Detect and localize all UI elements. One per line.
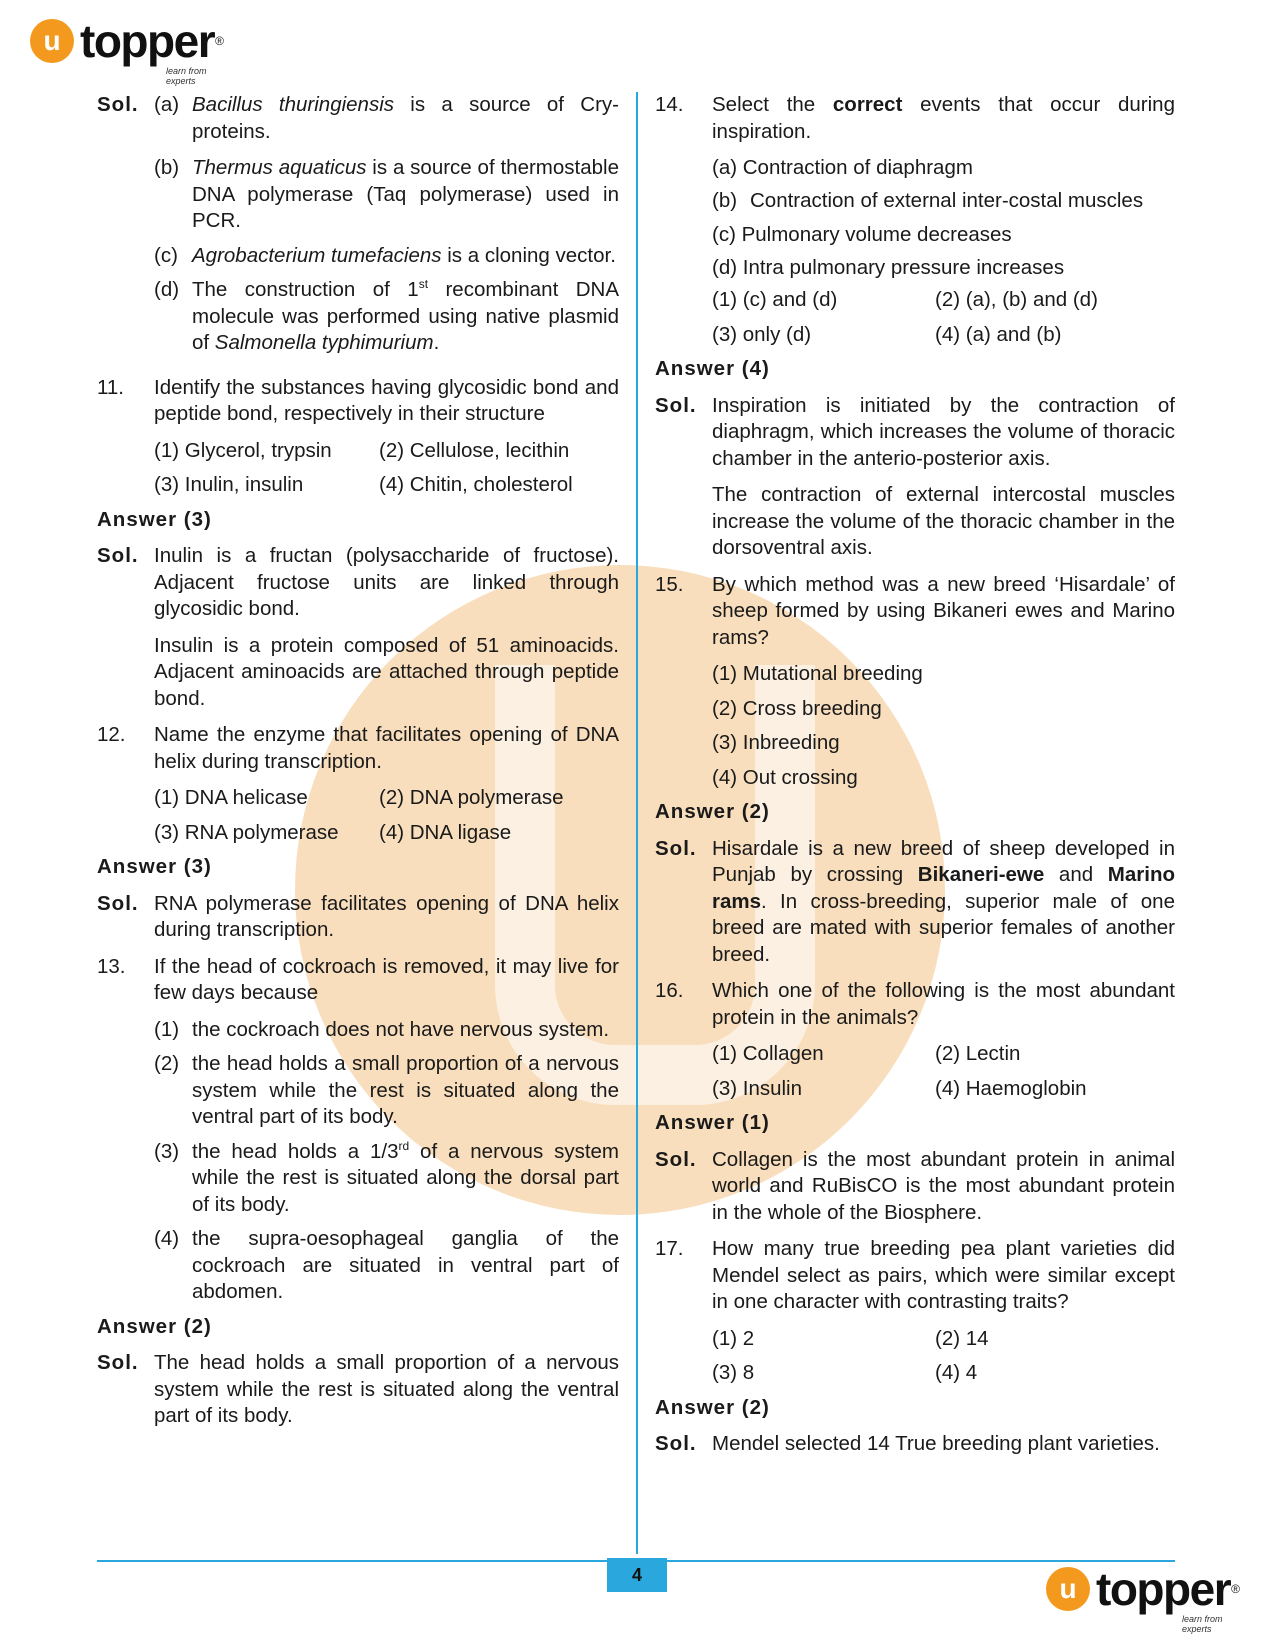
statement-text: Contraction of external inter-costal muscles xyxy=(750,188,1144,212)
question-number: 14. xyxy=(655,93,684,116)
option: (4) Haemoglobin xyxy=(935,1076,1087,1100)
sol-text: and xyxy=(1044,863,1108,886)
solution-q12 xyxy=(97,891,619,944)
question-16 xyxy=(655,978,1175,1031)
solution-q15 xyxy=(655,836,1175,969)
question-17 xyxy=(655,1236,1175,1316)
sol10-b xyxy=(154,155,619,235)
option-text: the head holds a small proportion of a nervous system while the rest is situated along the ventral part of its body. xyxy=(192,1052,619,1128)
option xyxy=(154,1017,619,1044)
topper-logo-icon: u xyxy=(30,19,74,63)
option xyxy=(154,1226,619,1306)
question-13 xyxy=(97,954,619,1007)
sol-label: Sol. xyxy=(655,1147,697,1171)
sol-text: recombinant DNA molecule was performed using native plasmid of xyxy=(192,278,620,354)
question-15 xyxy=(655,572,1175,652)
options-q11 xyxy=(154,438,619,499)
sol-text: . xyxy=(433,331,440,354)
sol-emphasis: Marino rams xyxy=(712,863,1175,913)
option: (4) 4 xyxy=(935,1361,978,1384)
solution-q11 xyxy=(97,543,619,623)
option: (2) Cellulose, lecithin xyxy=(379,438,570,462)
sol-label: Sol. xyxy=(97,891,139,915)
question-text: By which method was a new breed ‘Hisardale’ of sheep formed by using Bikaneri ewes and Marino rams? xyxy=(712,572,1175,649)
option-tag: (a) xyxy=(154,93,180,116)
sol-label: Sol. xyxy=(655,1432,697,1455)
statement: (a) Contraction of diaphragm xyxy=(712,156,973,179)
option: (3) Inbreeding xyxy=(712,731,840,754)
topper-logo-text: topper xyxy=(80,15,215,67)
statement xyxy=(712,188,1175,215)
logo-tagline: learn from experts xyxy=(166,66,207,86)
left-column xyxy=(97,92,619,1440)
statement: (d) Intra pulmonary pressure increases xyxy=(712,255,1065,279)
option: (3) Inulin, insulin xyxy=(154,473,304,496)
sol-text: The contraction of external intercostal muscles increase the volume of the thoracic chamber in the dorsoventral axis. xyxy=(712,483,1175,559)
option: (1) (c) and (d) xyxy=(712,288,838,311)
answer: Answer (3) xyxy=(97,855,212,878)
option-tag: (1) xyxy=(154,1017,180,1041)
logo-tagline: learn from experts xyxy=(1182,1614,1223,1634)
sol-text: is a source of Cry-proteins. xyxy=(192,93,619,143)
sol-text: Mendel selected 14 True breeding plant varieties. xyxy=(712,1432,1160,1455)
options-q12 xyxy=(154,785,619,846)
topper-logo-text: topper xyxy=(1096,1563,1231,1615)
question-number: 17. xyxy=(655,1237,684,1260)
topper-logo-header xyxy=(30,15,224,86)
question-emphasis: correct xyxy=(832,93,903,116)
question-text: Identify the substances having glycosidic bond and peptide bond, respectively in their structure xyxy=(154,375,619,425)
option: (1) DNA helicase xyxy=(154,786,308,809)
question-number: 11. xyxy=(97,375,124,399)
options-q17 xyxy=(712,1326,1175,1387)
option: (3) Insulin xyxy=(712,1076,803,1100)
solution-q10 xyxy=(97,92,619,145)
species-name: Agrobacterium tumefaciens xyxy=(192,243,442,267)
answer: Answer (3) xyxy=(97,507,212,531)
option-tag: (b) xyxy=(154,156,180,179)
option: (4) Out crossing xyxy=(712,765,858,789)
question-text: If the head of cockroach is removed, it may live for few days because xyxy=(154,954,619,1004)
option: (1) Collagen xyxy=(712,1042,824,1065)
superscript: rd xyxy=(398,1138,410,1153)
statement: (c) Pulmonary volume decreases xyxy=(712,223,1012,246)
topper-logo-footer xyxy=(1046,1563,1240,1634)
question-text: Select the xyxy=(712,93,833,116)
sol-text: is a source of thermostable DNA polymerase (Taq polymerase) used in PCR. xyxy=(192,156,619,232)
sol-text: The head holds a small proportion of a nervous system while the rest is situated along the ventral part of its body. xyxy=(154,1351,619,1427)
right-column xyxy=(655,92,1175,1468)
sol-text: Insulin is a protein composed of 51 aminoacids. Adjacent aminoacids are attached through peptide bond. xyxy=(154,633,619,710)
sol-text: Collagen is the most abundant protein in animal world and RuBisCO is the most abundant protein in the whole of the Biosphere. xyxy=(712,1147,1175,1224)
option-text: the cockroach does not have nervous system. xyxy=(192,1017,610,1041)
option-text: the supra-oesophageal ganglia of the cockroach are situated in ventral part of abdomen. xyxy=(192,1227,619,1303)
option: (3) 8 xyxy=(712,1361,755,1384)
sol-text: The construction of 1 xyxy=(192,278,419,301)
option-text: of a nervous system while the rest is situated along the dorsal part of its body. xyxy=(192,1139,620,1216)
question-text: Name the enzyme that facilitates opening of DNA helix during transcription. xyxy=(154,723,619,773)
answer: Answer (1) xyxy=(655,1111,770,1134)
option-tag: (b) xyxy=(712,188,738,212)
sol-text: is a cloning vector. xyxy=(441,243,616,267)
sol-emphasis: Bikaneri-ewe xyxy=(917,863,1045,886)
question-number: 12. xyxy=(97,723,126,746)
option: (1) Glycerol, trypsin xyxy=(154,438,332,462)
option: (3) only (d) xyxy=(712,322,812,346)
sol10-d xyxy=(154,277,619,357)
option xyxy=(154,1139,619,1219)
option: (2) Cross breeding xyxy=(712,696,882,720)
option: (2) DNA polymerase xyxy=(379,786,564,809)
option-tag: (d) xyxy=(154,278,180,301)
option-tag: (3) xyxy=(154,1139,180,1163)
sol-label: Sol. xyxy=(97,544,139,567)
species-name: Bacillus thuringiensis xyxy=(192,93,395,116)
answer: Answer (2) xyxy=(97,1314,212,1338)
sol10-c xyxy=(154,243,619,270)
options-q14 xyxy=(712,287,1175,348)
sol-text: RNA polymerase facilitates opening of DNA helix during transcription. xyxy=(154,891,619,941)
sol-label: Sol. xyxy=(97,1351,139,1374)
option: (2) Lectin xyxy=(935,1042,1021,1065)
sol-text: Inulin is a fructan (polysaccharide of fructose). Adjacent fructose units are linked through glycosidic bond. xyxy=(154,544,619,620)
option-tag: (c) xyxy=(154,243,178,267)
question-text: How many true breeding pea plant varieties did Mendel select as pairs, which were similar except in one character with contrasting traits? xyxy=(712,1237,1175,1313)
solution-q14 xyxy=(655,393,1175,473)
answer: Answer (2) xyxy=(655,800,770,823)
sol-label: Sol. xyxy=(97,93,139,116)
question-text: Which one of the following is the most abundant protein in the animals? xyxy=(712,979,1175,1029)
option: (1) Mutational breeding xyxy=(712,662,923,685)
question-12 xyxy=(97,722,619,775)
answer: Answer (4) xyxy=(655,357,770,380)
answer: Answer (2) xyxy=(655,1395,770,1419)
solution-q16 xyxy=(655,1147,1175,1227)
options-q15 xyxy=(712,661,1175,791)
page-number: 4 xyxy=(607,1558,667,1592)
option: (1) 2 xyxy=(712,1326,755,1350)
registered-mark: ® xyxy=(215,34,224,48)
question-number: 16. xyxy=(655,979,684,1002)
question-14 xyxy=(655,92,1175,145)
question-number: 13. xyxy=(97,954,126,978)
sol-text: Hisardale is a new breed of sheep developed in Punjab by crossing xyxy=(712,836,1175,886)
registered-mark: ® xyxy=(1231,1582,1240,1596)
option: (2) (a), (b) and (d) xyxy=(935,288,1098,311)
option: (3) RNA polymerase xyxy=(154,820,339,844)
sol-label: Sol. xyxy=(655,836,697,860)
sol-label: Sol. xyxy=(655,393,697,417)
solution-q13 xyxy=(97,1350,619,1430)
solution-q17 xyxy=(655,1431,1175,1458)
option-tag: (2) xyxy=(154,1052,180,1075)
option: (4) (a) and (b) xyxy=(935,322,1062,346)
column-divider xyxy=(636,92,638,1554)
option-text: the head holds a 1/3 xyxy=(192,1139,399,1163)
topper-logo-icon: u xyxy=(1046,1567,1090,1611)
option xyxy=(154,1051,619,1131)
option: (2) 14 xyxy=(935,1326,989,1350)
species-name: Salmonella typhimurium xyxy=(214,331,434,354)
superscript: st xyxy=(418,277,429,292)
sol-text: . In cross-breeding, superior male of one breed are mated with superior females of another breed. xyxy=(712,889,1175,966)
species-name: Thermus aquaticus xyxy=(192,156,367,179)
option-tag: (4) xyxy=(154,1227,180,1250)
sol-text: Inspiration is initiated by the contraction of diaphragm, which increases the volume of thoracic chamber in the anterio-posterior axis. xyxy=(712,393,1175,470)
question-text: events that occur during inspiration. xyxy=(712,93,1175,143)
question-11 xyxy=(97,375,619,428)
question-number: 15. xyxy=(655,572,684,596)
options-q16 xyxy=(712,1041,1175,1102)
option: (4) Chitin, cholesterol xyxy=(379,473,573,496)
option: (4) DNA ligase xyxy=(379,820,512,844)
